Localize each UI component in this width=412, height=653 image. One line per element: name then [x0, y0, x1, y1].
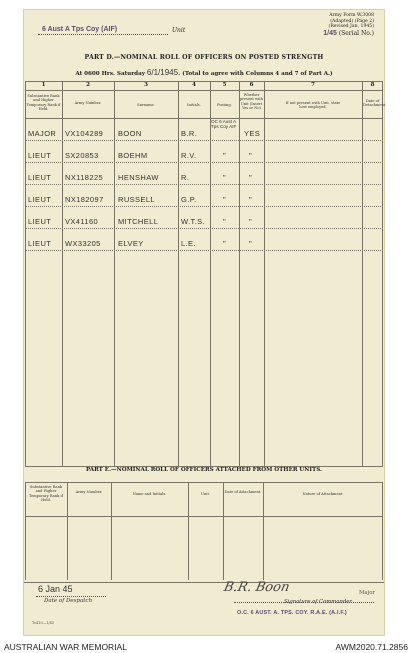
at-time-line — [24, 68, 384, 77]
row-line — [25, 184, 383, 185]
table-rule — [362, 81, 363, 467]
row-posting: " — [223, 195, 227, 204]
part-d-title: PART D.—NOMINAL ROLL OF OFFICERS ON POSTED STRENGTH — [84, 54, 324, 61]
row-initials: R.V. — [181, 151, 197, 160]
table-rule — [114, 81, 115, 467]
row-surname: ELVEY — [118, 239, 144, 248]
commander-signature: B.R. Boon — [222, 580, 291, 595]
row-line — [25, 206, 383, 207]
column-header-posting: Posting. — [217, 103, 232, 107]
table-rule — [25, 482, 383, 483]
column-header-detachment-date: Date of Detachment. — [363, 99, 387, 108]
table-rule — [62, 81, 63, 467]
column-number: 5 — [222, 82, 227, 88]
column-number: 3 — [144, 82, 148, 88]
table-rule — [188, 482, 189, 580]
row-rank: LIEUT — [28, 239, 52, 248]
row-army-number: NX182097 — [65, 195, 104, 204]
table-bottom-rule — [24, 582, 384, 583]
row-surname: RUSSELL — [118, 195, 155, 204]
part-e-title: PART E.—NOMINAL ROLL OF OFFICERS ATTACHED FROM OTHER UNITS. — [85, 467, 322, 473]
archive-accession-number: AWM2020.71.2856 — [335, 642, 408, 652]
row-present: " — [249, 195, 253, 204]
row-surname: HENSHAW — [118, 173, 159, 182]
column-header-name: Name and Initials. — [132, 492, 167, 496]
row-posting: " — [223, 239, 227, 248]
serial-number — [323, 30, 374, 37]
column-number: 4 — [192, 82, 196, 88]
row-rank: LIEUT — [28, 151, 52, 160]
table-rule — [264, 81, 265, 467]
row-present: " — [249, 173, 253, 182]
table-rule — [111, 482, 112, 580]
table-rule — [239, 81, 240, 467]
row-rank: MAJOR — [28, 129, 57, 138]
row-army-number: WX33205 — [65, 239, 101, 248]
table-rule — [382, 81, 383, 467]
commander-stamp: O.C. 6 AUST. A. TPS. COY. R.A.E. (A.I.F.) — [237, 610, 347, 616]
row-posting: OC 6 Aust A Tps Coy AIF — [211, 119, 237, 130]
table-rule — [382, 482, 383, 580]
column-header-army-number: Army Number. — [75, 490, 103, 494]
row-posting: " — [223, 217, 227, 226]
table-rule — [210, 81, 211, 467]
serial-value: 1/45 — [323, 30, 337, 37]
column-header-initials: Initials. — [187, 103, 201, 107]
row-present: YES — [244, 129, 261, 138]
column-number: 7 — [311, 82, 315, 88]
column-number: 1 — [41, 82, 46, 88]
column-header-employment: If not present with Unit, state how employed. — [285, 101, 341, 110]
table-rule — [25, 81, 26, 467]
column-header-unit: Unit. — [200, 492, 211, 496]
row-army-number: VX41160 — [65, 217, 99, 226]
row-surname: MITCHELL — [118, 217, 159, 226]
army-form-reference — [329, 13, 374, 30]
row-army-number: VX104289 — [65, 129, 104, 138]
table-rule — [263, 482, 264, 580]
row-initials: B.R. — [181, 129, 198, 138]
row-posting: " — [223, 173, 227, 182]
column-header-rank: Substantive Rank and Higher Temporary Rank if Held. — [26, 94, 61, 112]
despatch-date-underline — [36, 596, 106, 597]
table-rule — [25, 118, 383, 119]
row-rank: LIEUT — [28, 217, 52, 226]
row-army-number: NX118225 — [65, 173, 104, 182]
row-present: " — [249, 151, 253, 160]
row-initials: W.T.S. — [181, 217, 206, 226]
serial-label: (Serial No.) — [338, 30, 374, 37]
signature-label: Signature of Commander — [284, 599, 352, 605]
unit-underline — [38, 34, 168, 35]
table-rule — [223, 482, 224, 580]
at-date: 6/1/1945. — [146, 68, 181, 77]
table-rule — [25, 516, 383, 517]
row-line — [25, 140, 383, 141]
column-header-surname: Surname. — [137, 103, 155, 107]
despatch-date-label: Date of Despatch — [44, 598, 93, 604]
row-present: " — [249, 217, 253, 226]
row-rank: LIEUT — [28, 195, 52, 204]
row-posting: " — [223, 151, 227, 160]
column-header-rank: Substantive Rank and Higher Temporary Rank if Held. — [29, 485, 63, 503]
print-code: Tr410—1/45 — [32, 621, 55, 625]
row-line — [25, 228, 383, 229]
row-surname: BOEHM — [118, 151, 148, 160]
archive-caption: AUSTRALIAN WAR MEMORIAL — [4, 642, 127, 652]
column-number: 8 — [370, 82, 375, 88]
row-army-number: SX20853 — [65, 151, 99, 160]
at-text: At 0600 Hrs. Saturday — [75, 71, 145, 77]
part-e-table — [25, 482, 383, 580]
unit-value: 6 Aust A Tps Coy (AIF) — [42, 26, 118, 33]
column-header-army-number: Army Number. — [74, 101, 102, 105]
column-number: 2 — [86, 82, 90, 88]
at-note: (Total to agree with Columns 4 and 7 of Part A.) — [182, 71, 333, 77]
row-initials: L.E. — [181, 239, 196, 248]
part-d-table — [25, 81, 387, 467]
row-initials: G.P. — [181, 195, 197, 204]
column-number: 6 — [249, 82, 254, 88]
row-present: " — [249, 239, 253, 248]
column-header-present: Whether present with Unit (Insert Yes or No) — [240, 93, 264, 111]
form-line: (Revised Jan, 1945) — [328, 24, 374, 29]
row-initials: R. — [181, 173, 190, 182]
row-rank: LIEUT — [28, 173, 52, 182]
table-rule — [67, 482, 68, 580]
form-line: Army Form W.3008 — [329, 13, 374, 18]
row-surname: BOON — [118, 129, 142, 138]
column-header-attachment-date: Date of Attachment. — [224, 490, 262, 494]
commander-rank: Major — [359, 590, 375, 596]
row-line — [25, 250, 383, 251]
form-line: (Adapted) (Page 2) — [330, 18, 374, 24]
table-rule — [25, 90, 383, 91]
column-header-attachment-nature: Nature of Attachment. — [302, 492, 344, 496]
form-sheet — [24, 10, 387, 635]
unit-label: Unit — [172, 27, 186, 34]
table-rule — [178, 81, 179, 467]
row-line — [25, 162, 383, 163]
despatch-date: 6 Jan 45 — [38, 584, 73, 594]
